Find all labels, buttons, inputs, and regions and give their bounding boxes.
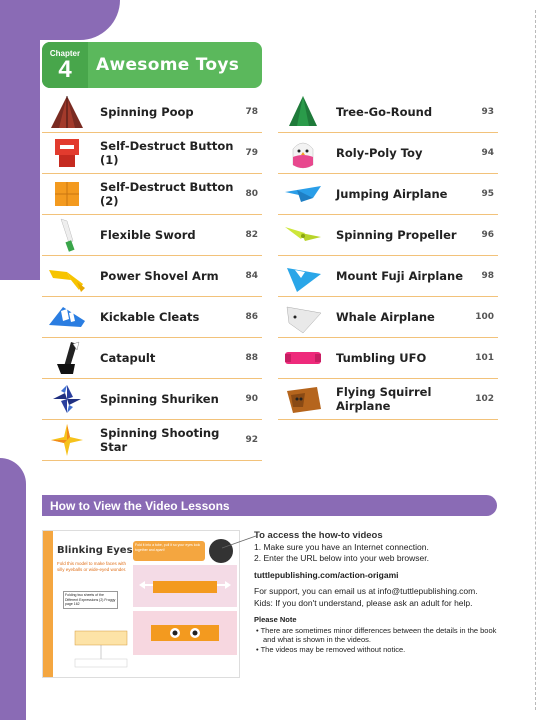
toc-row[interactable] — [278, 297, 498, 338]
video-url-link[interactable]: tuttlepublishing.com/action-origami — [254, 569, 399, 580]
toc-item-title: Power Shovel Arm — [100, 269, 219, 283]
toc-row[interactable] — [42, 420, 262, 461]
toc-row[interactable] — [42, 379, 262, 420]
toc-item-title: Jumping Airplane — [336, 187, 448, 201]
toc-item-title: Tumbling UFO — [336, 351, 427, 365]
video-section-title: How to View the Video Lessons — [50, 498, 230, 513]
propeller-origami-icon — [278, 216, 328, 254]
toc-item-title: Spinning Propeller — [336, 228, 457, 242]
toc-item-page: 93 — [481, 107, 494, 117]
toc-item-page: 82 — [245, 230, 258, 240]
toc-item-title: Self-Destruct Button (1) — [100, 139, 234, 167]
toc-item-page: 101 — [475, 353, 494, 363]
toc-item-page: 100 — [475, 312, 494, 322]
toc-item-title: Kickable Cleats — [100, 310, 200, 324]
toc-row[interactable] — [42, 297, 262, 338]
toc-item-page: 84 — [245, 271, 258, 281]
tree-origami-icon — [278, 93, 328, 131]
chapter-number-box — [42, 42, 88, 88]
toc-row[interactable] — [278, 256, 498, 297]
instructions-heading: To access the how-to videos — [254, 530, 383, 541]
toc-item-title: Flying Squirrel Airplane — [336, 385, 432, 413]
toc-item-title: Flexible Sword — [100, 228, 196, 242]
toc-item-page: 102 — [475, 394, 494, 404]
toc-row[interactable] — [278, 215, 498, 256]
toc-item-page: 94 — [481, 148, 494, 158]
toc-item-title: Spinning Shooting Star — [100, 426, 220, 454]
toc-row[interactable] — [278, 92, 498, 133]
toc-item-page: 88 — [245, 353, 258, 363]
support-email-text: For support, you can email us at info@tuttlepublishing.com. — [254, 586, 478, 596]
preview-photo-bottom — [133, 611, 237, 655]
note-item: • The videos may be removed without notice. — [256, 644, 406, 654]
preview-title: Blinking Eyes — [57, 545, 133, 556]
preview-description: Fold this model to make faces with silly eyeballs or wide-eyed wonder. — [57, 561, 127, 572]
toc-row[interactable] — [42, 133, 262, 174]
callout-line — [222, 534, 256, 550]
toc-row[interactable] — [42, 338, 262, 379]
catapult-origami-icon — [42, 339, 92, 377]
shuriken-origami-icon — [42, 380, 92, 418]
chapter-header — [42, 42, 262, 88]
toc-row[interactable] — [278, 379, 498, 420]
chapter-word: Chapter — [49, 48, 81, 58]
note-list — [254, 626, 504, 655]
purple-side-tab — [0, 0, 40, 280]
kids-help-text: Kids: If you don't understand, please ask an adult for help. — [254, 597, 473, 608]
toc-item-title: Spinning Shuriken — [100, 392, 219, 406]
preview-diagram-strip — [73, 629, 129, 669]
poop-origami-icon — [42, 93, 92, 131]
toc-item-page: 92 — [245, 435, 258, 445]
ufo-origami-icon — [278, 339, 328, 377]
toc-row[interactable] — [42, 92, 262, 133]
preview-orange-band — [43, 531, 53, 677]
whale-airplane-origami-icon — [278, 298, 328, 336]
sword-origami-icon — [42, 216, 92, 254]
shovel-arm-origami-icon — [42, 257, 92, 295]
toc-row[interactable] — [278, 133, 498, 174]
preview-note: Folding two sheets of the Different Expressions (2) Froggy page 162 — [63, 591, 118, 609]
toc-item-page: 90 — [245, 394, 258, 404]
toc-item-title: Spinning Poop — [100, 105, 194, 119]
toc-item-page: 86 — [245, 312, 258, 322]
toc-item-page: 79 — [245, 148, 258, 158]
purple-side-tab-bottom — [0, 458, 26, 720]
trim-line — [535, 10, 536, 710]
toc-left-column — [42, 92, 262, 461]
toc-item-page: 80 — [245, 189, 258, 199]
toc-item-title: Whale Airplane — [336, 310, 435, 324]
note-heading: Please Note — [254, 615, 297, 624]
toc-item-title: Mount Fuji Airplane — [336, 269, 464, 283]
toc-right-column — [278, 92, 498, 420]
video-page-preview — [42, 530, 240, 678]
video-section-bar — [42, 495, 497, 516]
toc-row[interactable] — [278, 338, 498, 379]
instruction-step: 2. Enter the URL below into your web browser. — [254, 553, 429, 563]
toc-item-title: Self-Destruct Button (2) — [100, 180, 234, 208]
toc-row[interactable] — [42, 174, 262, 215]
preview-bubble: Fold it into a tube, pull it so your eyes look together and apart! — [133, 541, 205, 561]
note-item: • There are sometimes minor differences between the details in the book and what is shown in the videos. — [256, 625, 497, 644]
toc-item-page: 96 — [481, 230, 494, 240]
fuji-airplane-origami-icon — [278, 257, 328, 295]
toc-item-title: Tree-Go-Round — [336, 105, 433, 119]
toc-item-title: Roly-Poly Toy — [336, 146, 423, 160]
preview-photo-top — [133, 565, 237, 607]
orange-button-origami-icon — [42, 175, 92, 213]
toc-item-title: Catapult — [100, 351, 156, 365]
toc-item-page: 95 — [481, 189, 494, 199]
shooting-star-origami-icon — [42, 421, 92, 459]
video-instructions — [254, 530, 504, 654]
jumping-airplane-origami-icon — [278, 175, 328, 213]
toc-row[interactable] — [42, 215, 262, 256]
chapter-number: 4 — [58, 55, 72, 83]
roly-poly-origami-icon — [278, 134, 328, 172]
squirrel-airplane-origami-icon — [278, 380, 328, 418]
toc-item-page: 98 — [481, 271, 494, 281]
chapter-title: Awesome Toys — [96, 55, 240, 75]
toc-row[interactable] — [42, 256, 262, 297]
toc-row[interactable] — [278, 174, 498, 215]
cleats-origami-icon — [42, 298, 92, 336]
red-button-origami-icon — [42, 134, 92, 172]
toc-item-page: 78 — [245, 107, 258, 117]
instruction-step: 1. Make sure you have an Internet connection. — [254, 541, 429, 552]
